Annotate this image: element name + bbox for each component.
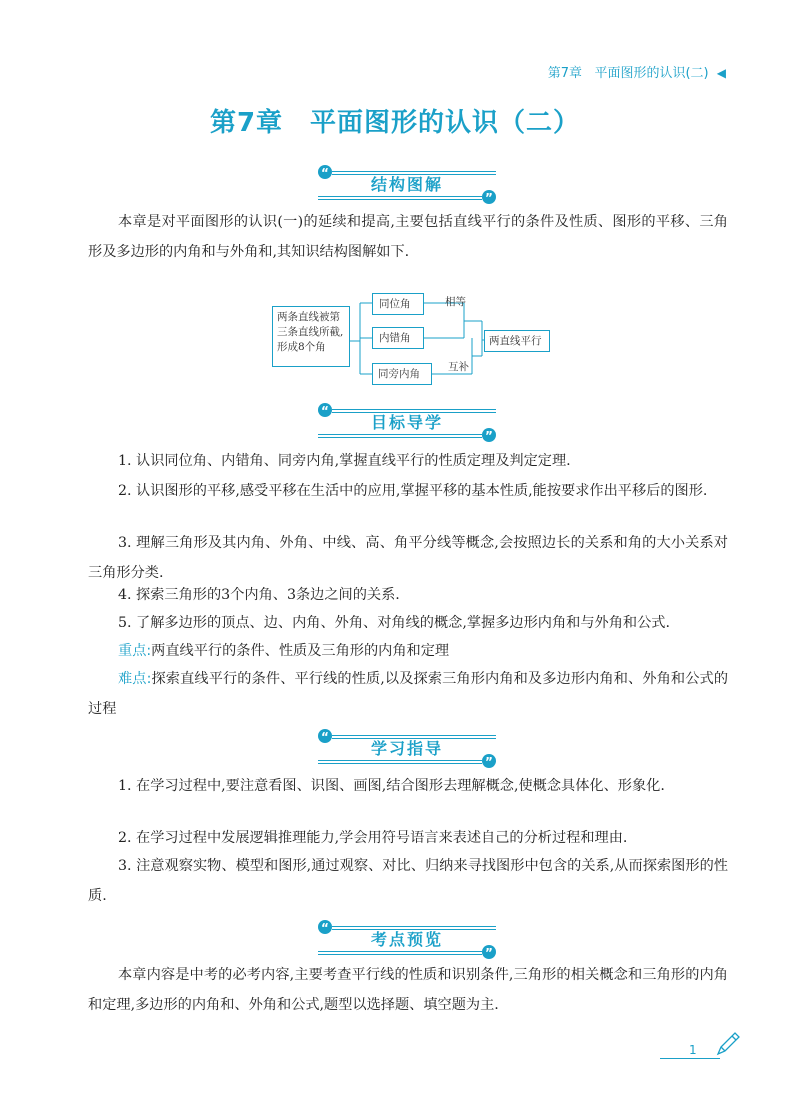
key-points-label: 重点: [118, 643, 152, 659]
guide-item: 3. 注意观察实物、模型和图形,通过观察、对比、归纳来寻找图形中包含的关系,从而探索图形的性质. [88, 858, 728, 904]
diagram-box-same-side: 同旁内角 [372, 363, 432, 385]
close-quote-icon: ” [482, 945, 496, 959]
structure-intro: 本章是对平面图形的认识(一)的延续和提高,主要包括直线平行的条件及性质、图形的平移、三角形及多边形的内角和与外角和,其知识结构图解如下. [88, 214, 728, 260]
goal-item: 3. 理解三角形及其内角、外角、中线、高、角平分线等概念,会按照边长的关系和角的大小关系对三角形分类. [88, 535, 728, 581]
pencil-icon [714, 1030, 742, 1058]
running-head-title: 平面图形的认识(二) [594, 66, 709, 81]
preview-text: 本章内容是中考的必考内容,主要考查平行线的性质和识别条件,三角形的相关概念和三角形的内角和定理,多边形的内角和、外角和公式,题型以选择题、填空题为主. [88, 967, 728, 1013]
knowledge-structure-diagram [272, 293, 552, 393]
section-heading-preview [318, 915, 496, 959]
diagram-box-corresponding: 同位角 [372, 293, 424, 315]
open-quote-icon: “ [318, 165, 332, 179]
diagram-source-box: 两条直线被第三条直线所截,形成8个角 [272, 306, 350, 367]
key-points-text: 两直线平行的条件、性质及三角形的内角和定理 [151, 643, 450, 659]
guide-item: 2. 在学习过程中发展逻辑推理能力,学会用符号语言来表述自己的分析过程和理由. [118, 830, 628, 846]
goal-item: 2. 认识图形的平移,感受平移在生活中的应用,掌握平移的基本性质,能按要求作出平移后的图形. [118, 483, 708, 499]
section-heading-guide [318, 724, 496, 768]
section-heading-text: 结构图解 [370, 175, 443, 194]
running-head [548, 62, 726, 81]
relation-supplement-label: 互补 [448, 361, 469, 373]
diagram-box-alternate: 内错角 [372, 327, 424, 349]
running-head-chapter: 第7章 [547, 66, 583, 81]
goal-item: 4. 探索三角形的3个内角、3条边之间的关系. [118, 587, 400, 603]
key-points [88, 636, 728, 666]
section-heading-text: 学习指导 [370, 739, 443, 758]
relation-equal-label: 相等 [445, 296, 466, 308]
chapter-title: 第7章 平面图形的认识（二） [209, 108, 581, 138]
page-number-rule [660, 1058, 720, 1059]
open-quote-icon: “ [318, 920, 332, 934]
page-number: 1 [689, 1043, 697, 1057]
goal-item: 5. 了解多边形的顶点、边、内角、外角、对角线的概念,掌握多边形内角和与外角和公式. [118, 615, 671, 631]
open-quote-icon: “ [318, 403, 332, 417]
section-heading-goals [318, 398, 496, 442]
close-quote-icon: ” [482, 754, 496, 768]
difficult-points-text: 探索直线平行的条件、平行线的性质,以及探索三角形内角和及多边形内角和、外角和公式的过程 [88, 671, 729, 717]
difficult-points-label: 难点: [118, 671, 152, 687]
difficult-points [88, 664, 728, 724]
guide-item: 1. 在学习过程中,要注意看图、识图、画图,结合图形去理解概念,使概念具体化、形象化. [118, 778, 665, 794]
close-quote-icon: ” [482, 190, 496, 204]
close-quote-icon: ” [482, 428, 496, 442]
open-quote-icon: “ [318, 729, 332, 743]
section-heading-structure [318, 160, 496, 204]
triangle-marker-icon: ◀ [716, 66, 726, 80]
section-heading-text: 考点预览 [370, 930, 443, 949]
diagram-result-box: 两直线平行 [484, 330, 550, 352]
goal-item: 1. 认识同位角、内错角、同旁内角,掌握直线平行的性质定理及判定定理. [118, 453, 571, 469]
section-heading-text: 目标导学 [370, 413, 443, 432]
